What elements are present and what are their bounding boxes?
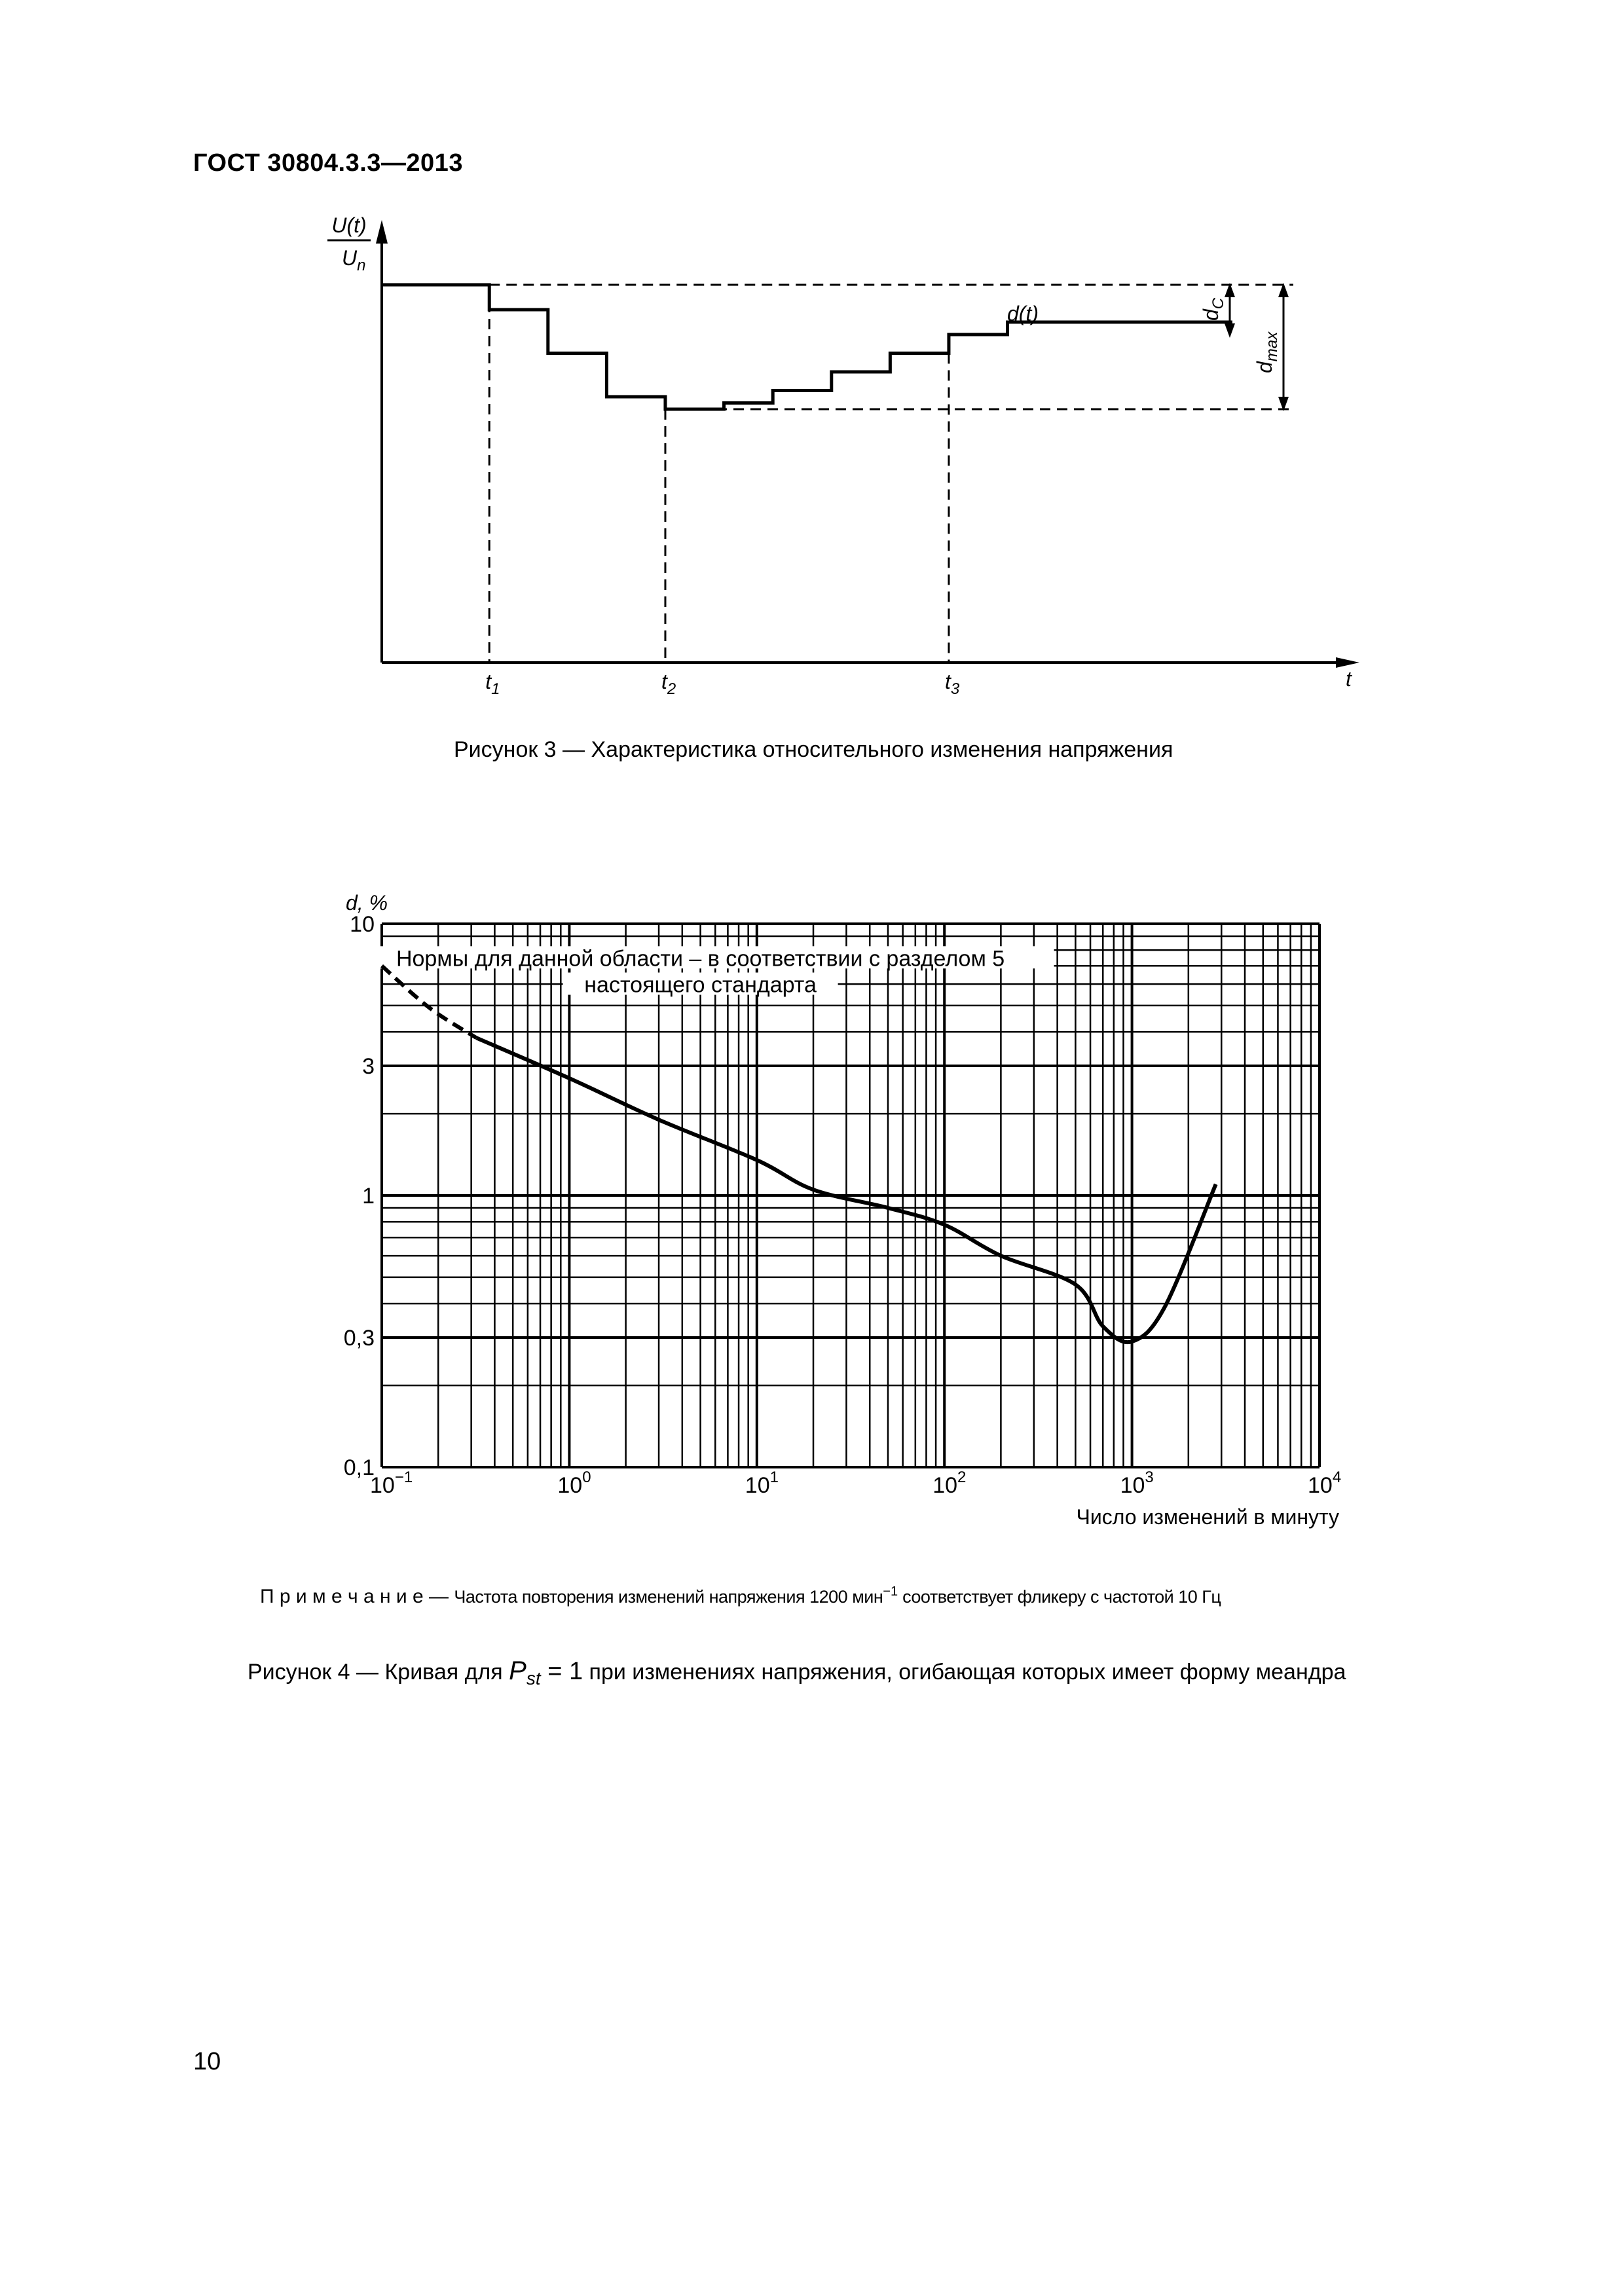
figure4-note-prefix: П р и м е ч а н и е — — [260, 1586, 454, 1607]
figure4-chart — [0, 884, 1624, 1558]
figure4-y-tick-label: 0,3 — [343, 1325, 375, 1351]
figure3-dmax-label: $d_{max}$ — [1253, 331, 1281, 373]
figure4-caption-prefix: Рисунок 4 — Кривая для — [248, 1660, 509, 1685]
figure4-caption — [248, 1656, 1346, 1689]
figure4-x-tick-label: $10^{-1}$ — [370, 1468, 413, 1498]
figure3-ylabel-den: $U_n$ — [342, 246, 366, 274]
figure3-xlabel: t — [1346, 667, 1352, 691]
figure3-y-axis-arrow-icon — [376, 220, 388, 244]
figure3-x-axis-arrow-icon — [1336, 657, 1359, 668]
figure3-tick-labels — [485, 670, 960, 698]
figure3-tick-label-t1: $t_1$ — [485, 670, 500, 698]
figure4-note-text: Частота повторения изменений напряжения 1200 мин — [454, 1587, 883, 1607]
figure4-caption-symbol: P — [509, 1656, 526, 1685]
figure4-dashed-curve — [382, 966, 477, 1038]
figure4-x-tick-label: $10^2$ — [932, 1468, 967, 1498]
figure3-caption: Рисунок 3 — Характеристика относительного изменения напряжения — [454, 737, 1173, 762]
figure4-y-tick-label: 10 — [350, 912, 375, 937]
figure3-d-curve — [382, 285, 1232, 409]
figure4-note-suffix: соответствует фликеру с частотой 10 Гц — [898, 1587, 1221, 1607]
figure3-ylabel-num: U(t) — [331, 213, 367, 237]
figure4-caption-sub: st — [526, 1667, 541, 1688]
figure4-annotation-line2: настоящего стандарта — [584, 972, 817, 998]
figure4-y-tick-labels — [344, 912, 375, 1480]
page-number: 10 — [193, 2048, 221, 2075]
figure4-y-tick-label: 3 — [362, 1053, 375, 1079]
figure4-y-tick-label: 0,1 — [343, 1455, 375, 1480]
figure3-dc-label: $d_C$ — [1199, 297, 1227, 321]
document-header: ГОСТ 30804.3.3—2013 — [193, 149, 463, 177]
figure4-y-tick-label: 1 — [362, 1184, 375, 1209]
figure4-note-exp: −1 — [883, 1584, 898, 1599]
figure3-tick-label-t3: $t_3$ — [944, 670, 960, 698]
figure4-annotation-line1: Нормы для данной области – в соответствии с разделом 5 — [396, 946, 1005, 972]
figure4-ylabel: d, % — [346, 891, 388, 915]
figure4-grid — [382, 924, 1320, 1467]
figure4-note — [260, 1584, 1221, 1608]
figure3-chart — [0, 0, 1624, 720]
figure4-x-tick-labels — [370, 1468, 1341, 1498]
figure3-tick-label-t2: $t_2$ — [661, 670, 676, 698]
figure4-xlabel: Число изменений в минуту — [1076, 1505, 1339, 1529]
figure4-caption-suffix: при изменениях напряжения, огибающая которых имеет форму меандра — [583, 1660, 1346, 1685]
figure3-guides — [489, 285, 1293, 663]
figure4-x-tick-label: $10^0$ — [557, 1468, 591, 1498]
figure4-x-tick-label: $10^4$ — [1308, 1468, 1342, 1498]
figure3-dmax-annotation — [1253, 283, 1289, 411]
figure4-caption-eq: = 1 — [540, 1658, 583, 1685]
figure4-x-tick-label: $10^1$ — [745, 1468, 779, 1498]
figure4-x-tick-label: $10^3$ — [1120, 1468, 1154, 1498]
figure3-curve-label: d(t) — [1007, 302, 1039, 325]
figure3-dc-annotation — [1199, 283, 1235, 338]
